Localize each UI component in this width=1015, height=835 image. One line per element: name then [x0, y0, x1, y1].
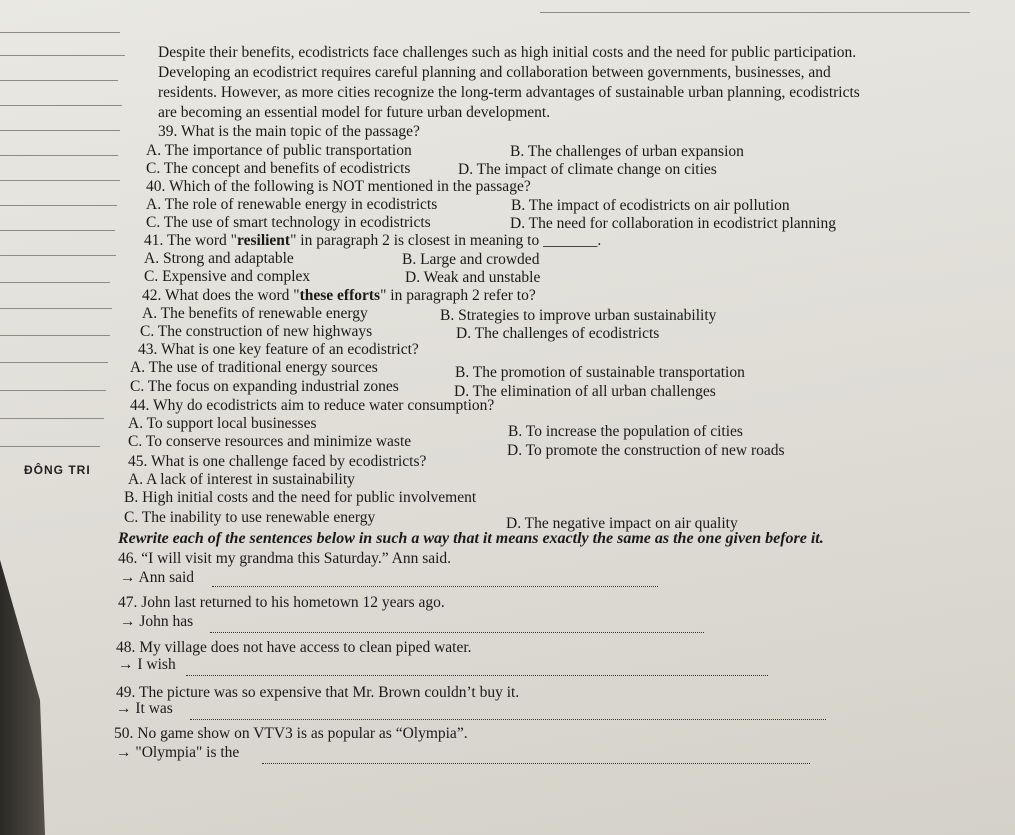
question-45: 45. What is one challenge faced by ecodistricts?	[128, 453, 427, 470]
answer-line-50[interactable]	[262, 763, 810, 764]
passage-line: Developing an ecodistrict requires careful planning and collaboration between governments, businesses, and	[158, 64, 831, 81]
rewrite-instruction: Rewrite each of the sentences below in such a way that it means exactly the same as the one given before it.	[118, 530, 824, 547]
question-40: 40. Which of the following is NOT mentioned in the passage?	[146, 178, 531, 195]
passage-line: residents. However, as more cities recognize the long-term advantages of sustainable urban planning, ecodistricts	[158, 84, 860, 101]
question-39: 39. What is the main topic of the passage?	[158, 123, 420, 140]
passage-line: Despite their benefits, ecodistricts face challenges such as high initial costs and the need for public participation.	[158, 44, 857, 61]
rewrite-question-49: 49. The picture was so expensive that Mr. Brown couldn’t buy it.	[116, 684, 520, 701]
question-42: 42. What does the word "these efforts" in paragraph 2 refer to?	[142, 287, 536, 304]
option-39c[interactable]: C. The concept and benefits of ecodistricts	[146, 160, 411, 177]
option-44d[interactable]: D. To promote the construction of new roads	[507, 442, 785, 459]
question-43: 43. What is one key feature of an ecodistrict?	[138, 341, 419, 358]
option-45d[interactable]: D. The negative impact on air quality	[506, 515, 738, 532]
option-41a[interactable]: A. Strong and adaptable	[144, 250, 294, 267]
option-41b[interactable]: B. Large and crowded	[402, 251, 540, 268]
rewrite-start-49: → It was	[116, 700, 173, 717]
option-45b[interactable]: B. High initial costs and the need for public involvement	[124, 489, 477, 506]
option-41c[interactable]: C. Expensive and complex	[144, 268, 311, 285]
rewrite-start-46: → Ann said	[120, 569, 195, 586]
option-42a[interactable]: A. The benefits of renewable energy	[142, 305, 368, 322]
option-43d[interactable]: D. The elimination of all urban challenges	[454, 383, 716, 400]
rewrite-question-46: 46. “I will visit my grandma this Saturday.” Ann said.	[118, 550, 452, 567]
answer-line-47[interactable]	[210, 632, 704, 633]
option-42d[interactable]: D. The challenges of ecodistricts	[456, 325, 660, 342]
option-40d[interactable]: D. The need for collaboration in ecodistrict planning	[510, 215, 836, 232]
option-45a[interactable]: A. A lack of interest in sustainability	[128, 471, 355, 488]
answer-line-46[interactable]	[212, 586, 658, 587]
option-43a[interactable]: A. The use of traditional energy sources	[130, 359, 378, 376]
side-stamp: ĐÔNG TRI	[24, 463, 91, 477]
option-41d[interactable]: D. Weak and unstable	[405, 269, 541, 286]
option-44c[interactable]: C. To conserve resources and minimize waste	[128, 433, 412, 450]
option-42b[interactable]: B. Strategies to improve urban sustainability	[440, 307, 717, 324]
rewrite-question-50: 50. No game show on VTV3 is as popular as “Olympia”.	[114, 725, 468, 742]
option-39d[interactable]: D. The impact of climate change on cities	[458, 161, 717, 178]
passage-line: are becoming an essential model for future urban development.	[158, 104, 551, 121]
option-43c[interactable]: C. The focus on expanding industrial zones	[130, 378, 399, 395]
rewrite-question-48: 48. My village does not have access to clean piped water.	[116, 639, 472, 656]
option-40c[interactable]: C. The use of smart technology in ecodistricts	[146, 214, 431, 231]
answer-line-49[interactable]	[190, 719, 826, 720]
option-43b[interactable]: B. The promotion of sustainable transportation	[455, 364, 745, 381]
rewrite-question-47: 47. John last returned to his hometown 12 years ago.	[118, 594, 445, 611]
question-44: 44. Why do ecodistricts aim to reduce water consumption?	[130, 397, 495, 414]
option-44b[interactable]: B. To increase the population of cities	[508, 423, 743, 440]
rewrite-start-48: → I wish	[118, 656, 176, 673]
answer-line-48[interactable]	[186, 675, 768, 676]
option-39a[interactable]: A. The importance of public transportation	[146, 142, 412, 159]
rewrite-start-50: → "Olympia" is the	[116, 744, 240, 761]
option-42c[interactable]: C. The construction of new highways	[140, 323, 373, 340]
option-45c[interactable]: C. The inability to use renewable energy	[124, 509, 376, 526]
option-39b[interactable]: B. The challenges of urban expansion	[510, 143, 744, 160]
option-40b[interactable]: B. The impact of ecodistricts on air pollution	[511, 197, 790, 214]
option-44a[interactable]: A. To support local businesses	[128, 415, 317, 432]
option-40a[interactable]: A. The role of renewable energy in ecodistricts	[146, 196, 438, 213]
rewrite-start-47: → John has	[120, 613, 194, 630]
question-41: 41. The word "resilient" in paragraph 2 is closest in meaning to _______.	[144, 232, 602, 249]
